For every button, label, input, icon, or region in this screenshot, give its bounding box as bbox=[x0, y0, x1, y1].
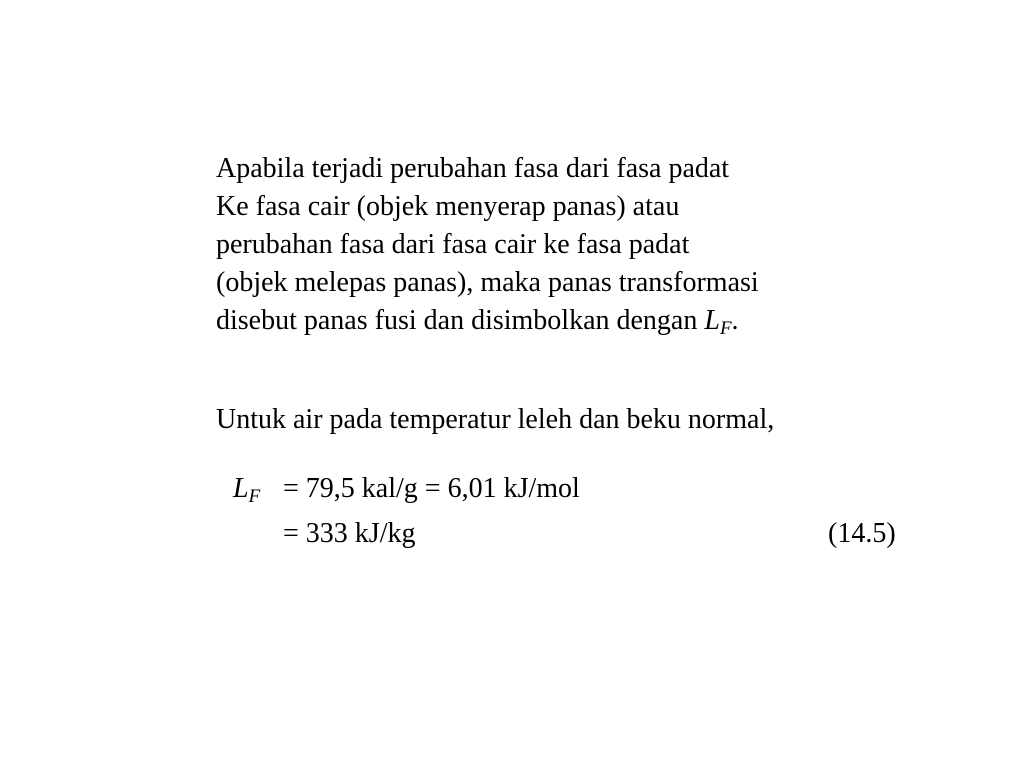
symbol-subscript-F: F bbox=[719, 318, 732, 339]
symbol-L: L bbox=[704, 305, 720, 336]
text-line bbox=[216, 302, 759, 340]
text-line: (objek melepas panas), maka panas transformasi bbox=[216, 267, 759, 298]
equation-number: (14.5) bbox=[828, 518, 896, 549]
equation-symbol-L: L bbox=[233, 473, 249, 504]
text-line: perubahan fasa dari fasa cair ke fasa padat bbox=[216, 229, 690, 260]
text-line: Ke fasa cair (objek menyerap panas) atau bbox=[216, 191, 680, 222]
text-line: Apabila terjadi perubahan fasa dari fasa padat bbox=[216, 153, 730, 184]
equation-symbol-subscript-F: F bbox=[248, 486, 261, 507]
paragraph-water bbox=[216, 401, 774, 439]
equation-symbol bbox=[233, 470, 260, 508]
text-line-content: disebut panas fusi dan disimbolkan dengan bbox=[216, 305, 705, 336]
end-punctuation: . bbox=[731, 305, 739, 336]
text-line: Untuk air pada temperatur leleh dan beku normal, bbox=[216, 404, 775, 435]
paragraph-phase-change bbox=[216, 150, 759, 340]
equation-line-2: = 333 kJ/kg bbox=[283, 518, 416, 549]
equation-line-1: = 79,5 kal/g = 6,01 kJ/mol bbox=[283, 473, 580, 504]
